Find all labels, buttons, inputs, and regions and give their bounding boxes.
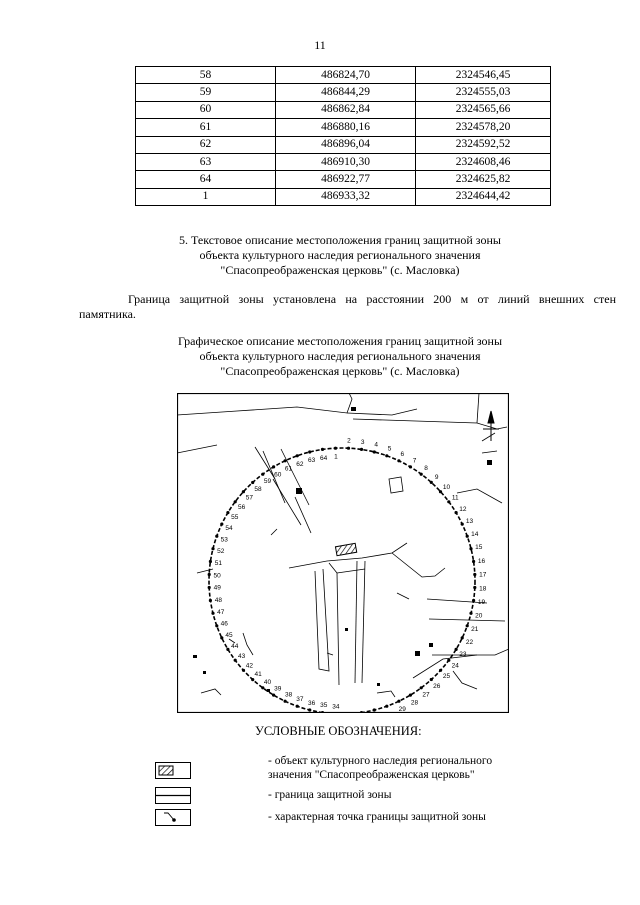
y-coordinate-cell: 2324644,42 bbox=[416, 188, 551, 205]
boundary-point-label: 47 bbox=[217, 608, 225, 616]
boundary-point bbox=[334, 447, 337, 450]
boundary-point-label: 24 bbox=[451, 662, 459, 670]
y-coordinate-cell: 2324546,45 bbox=[416, 67, 551, 84]
boundary-point bbox=[455, 648, 458, 651]
legend-boundary-point-symbol bbox=[155, 809, 191, 826]
boundary-point bbox=[208, 573, 211, 576]
boundary-point bbox=[220, 523, 223, 526]
boundary-point-label: 50 bbox=[213, 572, 221, 580]
boundary-point-label: 2 bbox=[347, 437, 351, 445]
boundary-point-label: 48 bbox=[214, 596, 223, 604]
legend-monument-line-1: - объект культурного наследия регионального bbox=[268, 755, 493, 767]
boundary-point-label: 63 bbox=[307, 457, 316, 465]
legend-monument-symbol bbox=[155, 762, 191, 779]
boundary-point bbox=[420, 473, 423, 476]
boundary-point bbox=[251, 481, 254, 484]
point-number-cell: 61 bbox=[136, 119, 276, 136]
section-5-heading-line-1: 5. Текстовое описание местоположения границ защитной зоны bbox=[179, 233, 501, 247]
boundary-point-label: 15 bbox=[475, 544, 483, 552]
section-5-heading-line-2: объекта культурного наследия регионального значения bbox=[199, 248, 481, 262]
boundary-point bbox=[209, 599, 212, 602]
boundary-point-label: 4 bbox=[374, 441, 379, 449]
y-coordinate-cell: 2324578,20 bbox=[416, 119, 551, 136]
table-row bbox=[136, 136, 551, 153]
boundary-point-label: 10 bbox=[442, 483, 451, 491]
x-coordinate-cell: 486910,30 bbox=[276, 153, 416, 170]
boundary-point bbox=[234, 500, 237, 503]
boundary-point-label: 7 bbox=[412, 457, 417, 465]
boundary-point bbox=[211, 612, 214, 615]
boundary-point bbox=[439, 490, 442, 493]
legend-monument-label bbox=[268, 754, 492, 782]
boundary-point bbox=[466, 624, 469, 627]
boundary-point bbox=[397, 700, 400, 703]
boundary-point-label: 8 bbox=[424, 465, 428, 473]
boundary-point bbox=[461, 523, 464, 526]
table-row bbox=[136, 119, 551, 136]
boundary-point bbox=[373, 450, 376, 453]
legend-zone-boundary-symbol bbox=[155, 787, 191, 804]
boundary-point bbox=[242, 490, 245, 493]
boundary-point-label: 18 bbox=[479, 585, 487, 593]
point-number-cell: 62 bbox=[136, 136, 276, 153]
boundary-point-label: 16 bbox=[477, 557, 486, 565]
boundary-point bbox=[409, 465, 412, 468]
boundary-point bbox=[284, 700, 287, 703]
boundary-point-label: 13 bbox=[465, 518, 474, 526]
boundary-point bbox=[397, 459, 400, 462]
boundary-point-label: 21 bbox=[471, 626, 479, 633]
boundary-point bbox=[385, 454, 388, 457]
boundary-point-label: 6 bbox=[400, 451, 405, 458]
protection-zone-map bbox=[177, 393, 509, 713]
boundary-point bbox=[296, 454, 299, 457]
boundary-point bbox=[430, 481, 433, 484]
point-number-cell: 58 bbox=[136, 67, 276, 84]
boundary-point-label: 54 bbox=[225, 525, 233, 533]
boundary-point-label: 20 bbox=[475, 612, 483, 620]
boundary-point bbox=[272, 465, 275, 468]
boundary-point-label bbox=[386, 711, 394, 713]
boundary-point-label: 41 bbox=[254, 671, 262, 679]
x-coordinate-cell: 486862,84 bbox=[276, 101, 416, 118]
boundary-point-label: 35 bbox=[320, 702, 328, 710]
point-number-cell: 63 bbox=[136, 153, 276, 170]
boundary-point bbox=[347, 447, 350, 450]
boundary-point bbox=[215, 624, 218, 627]
boundary-point bbox=[373, 708, 376, 711]
table-row bbox=[136, 84, 551, 101]
boundary-point-label: 60 bbox=[274, 471, 282, 479]
y-coordinate-cell: 2324592,52 bbox=[416, 136, 551, 153]
boundary-point bbox=[261, 686, 264, 689]
x-coordinate-cell: 486844,29 bbox=[276, 84, 416, 101]
boundary-point bbox=[439, 669, 442, 672]
legend-boundary-point-label: - характерная точка границы защитной зоны bbox=[268, 811, 486, 823]
boundary-point bbox=[242, 669, 245, 672]
boundary-point-label: 9 bbox=[434, 474, 439, 481]
boundary-point-label: 22 bbox=[465, 638, 474, 646]
boundary-point bbox=[220, 636, 223, 639]
boundary-point bbox=[215, 535, 218, 538]
boundary-point bbox=[208, 586, 211, 589]
boundary-point bbox=[409, 694, 412, 697]
boundary-point bbox=[272, 694, 275, 697]
boundary-point-label: 40 bbox=[263, 678, 272, 686]
boundary-point-label: 34 bbox=[332, 703, 340, 711]
boundary-point bbox=[420, 686, 423, 689]
boundary-point-label: 62 bbox=[296, 460, 304, 468]
boundary-point-label: 17 bbox=[479, 571, 487, 579]
boundary-point-label: 36 bbox=[307, 699, 316, 707]
boundary-point bbox=[226, 648, 229, 651]
y-coordinate-cell: 2324625,82 bbox=[416, 171, 551, 188]
boundary-point-label: 43 bbox=[237, 653, 246, 660]
boundary-point-label: 49 bbox=[213, 584, 221, 592]
boundary-point-label: 56 bbox=[237, 504, 246, 511]
boundary-point-label: 3 bbox=[360, 439, 365, 446]
boundary-point bbox=[296, 705, 299, 708]
graphic-heading-line-2: объекта культурного наследия регионального значения bbox=[199, 349, 481, 363]
boundary-point-label: 28 bbox=[410, 699, 419, 707]
boundary-point-label: 38 bbox=[284, 691, 293, 699]
graphic-heading-line-1: Графическое описание местоположения границ защитной зоны bbox=[177, 334, 503, 348]
boundary-point-label: 5 bbox=[387, 445, 392, 453]
paragraph-line-2: памятника. bbox=[79, 307, 136, 321]
boundary-point-label: 12 bbox=[459, 506, 467, 513]
point-number-cell: 64 bbox=[136, 171, 276, 188]
boundary-point-label: 51 bbox=[214, 560, 223, 568]
x-coordinate-cell: 486922,77 bbox=[276, 171, 416, 188]
legend-title: УСЛОВНЫЕ ОБОЗНАЧЕНИЯ: bbox=[255, 724, 422, 738]
boundary-point-label: 27 bbox=[422, 691, 430, 699]
y-coordinate-cell: 2324565,66 bbox=[416, 101, 551, 118]
boundary-point bbox=[447, 500, 450, 503]
boundary-point-label: 25 bbox=[442, 673, 451, 681]
legend-zone-boundary-label: - граница защитной зоны bbox=[268, 789, 392, 801]
boundary-point bbox=[447, 659, 450, 662]
boundary-point-label: 64 bbox=[319, 454, 328, 462]
graphic-description-heading bbox=[60, 334, 620, 379]
table-row bbox=[136, 188, 551, 205]
boundary-point bbox=[211, 547, 214, 550]
boundary-point bbox=[473, 573, 476, 576]
map-drawing bbox=[177, 393, 509, 713]
x-coordinate-cell: 486933,32 bbox=[276, 188, 416, 205]
boundary-point bbox=[251, 678, 254, 681]
section-5-heading bbox=[60, 233, 620, 278]
boundary-point-label: 39 bbox=[274, 685, 282, 693]
boundary-point-label: 23 bbox=[459, 651, 467, 658]
boundary-point-label: 53 bbox=[220, 536, 228, 544]
boundary-point bbox=[321, 448, 324, 451]
boundary-point-label: 45 bbox=[225, 632, 233, 639]
boundary-point bbox=[385, 705, 388, 708]
table-row bbox=[136, 67, 551, 84]
boundary-point-label: 42 bbox=[245, 662, 254, 670]
boundary-point bbox=[466, 535, 469, 538]
boundary-point bbox=[226, 511, 229, 514]
boundary-point bbox=[472, 560, 475, 563]
boundary-point bbox=[360, 448, 363, 451]
boundary-point bbox=[430, 678, 433, 681]
coordinates-table bbox=[135, 66, 551, 206]
boundary-point bbox=[461, 636, 464, 639]
boundary-point-label: 52 bbox=[217, 548, 225, 556]
x-coordinate-cell: 486896,04 bbox=[276, 136, 416, 153]
boundary-point-label: 59 bbox=[263, 478, 272, 486]
boundary-point-label: 58 bbox=[254, 485, 262, 493]
boundary-point bbox=[209, 560, 212, 563]
boundary-point-label: 11 bbox=[451, 494, 459, 502]
table-row bbox=[136, 101, 551, 118]
boundary-point-label: 26 bbox=[433, 683, 441, 690]
y-coordinate-cell: 2324555,03 bbox=[416, 84, 551, 101]
point-number-cell: 1 bbox=[136, 188, 276, 205]
boundary-point bbox=[308, 708, 311, 711]
point-number-cell: 60 bbox=[136, 101, 276, 118]
boundary-point-label: 37 bbox=[296, 696, 304, 704]
boundary-point bbox=[472, 599, 475, 602]
boundary-point bbox=[308, 450, 311, 453]
paragraph-line-1: Граница защитной зоны установлена на расстоянии 200 м от линий внешних стен bbox=[128, 292, 616, 306]
boundary-point-label: 19 bbox=[477, 599, 486, 607]
y-coordinate-cell: 2324608,46 bbox=[416, 153, 551, 170]
boundary-point bbox=[469, 547, 472, 550]
boundary-point-label: 29 bbox=[398, 706, 406, 713]
boundary-point bbox=[469, 612, 472, 615]
table-row bbox=[136, 153, 551, 170]
boundary-point-label: 1 bbox=[334, 453, 338, 461]
boundary-point bbox=[234, 659, 237, 662]
boundary-point bbox=[473, 586, 476, 589]
boundary-point bbox=[284, 459, 287, 462]
table-row bbox=[136, 171, 551, 188]
boundary-point bbox=[261, 473, 264, 476]
point-number-cell: 59 bbox=[136, 84, 276, 101]
boundary-point-label: 61 bbox=[284, 465, 293, 473]
boundary-point bbox=[455, 511, 458, 514]
boundary-point-label: 46 bbox=[220, 620, 228, 628]
x-coordinate-cell: 486880,16 bbox=[276, 119, 416, 136]
boundary-point-label: 44 bbox=[231, 642, 239, 650]
legend-monument-line-2: значения "Спасопреображенская церковь" bbox=[268, 769, 475, 781]
boundary-point-label: 57 bbox=[245, 494, 254, 502]
boundary-point-label: 14 bbox=[471, 531, 479, 538]
page-number: 11 bbox=[314, 38, 326, 52]
section-5-heading-line-3: "Спасопреображенская церковь" (с. Масловка) bbox=[220, 263, 460, 277]
graphic-heading-line-3: "Спасопреображенская церковь" (с. Масловка) bbox=[220, 364, 460, 378]
boundary-point-label: 55 bbox=[231, 514, 239, 522]
protection-zone-paragraph bbox=[79, 292, 616, 322]
x-coordinate-cell: 486824,70 bbox=[276, 67, 416, 84]
